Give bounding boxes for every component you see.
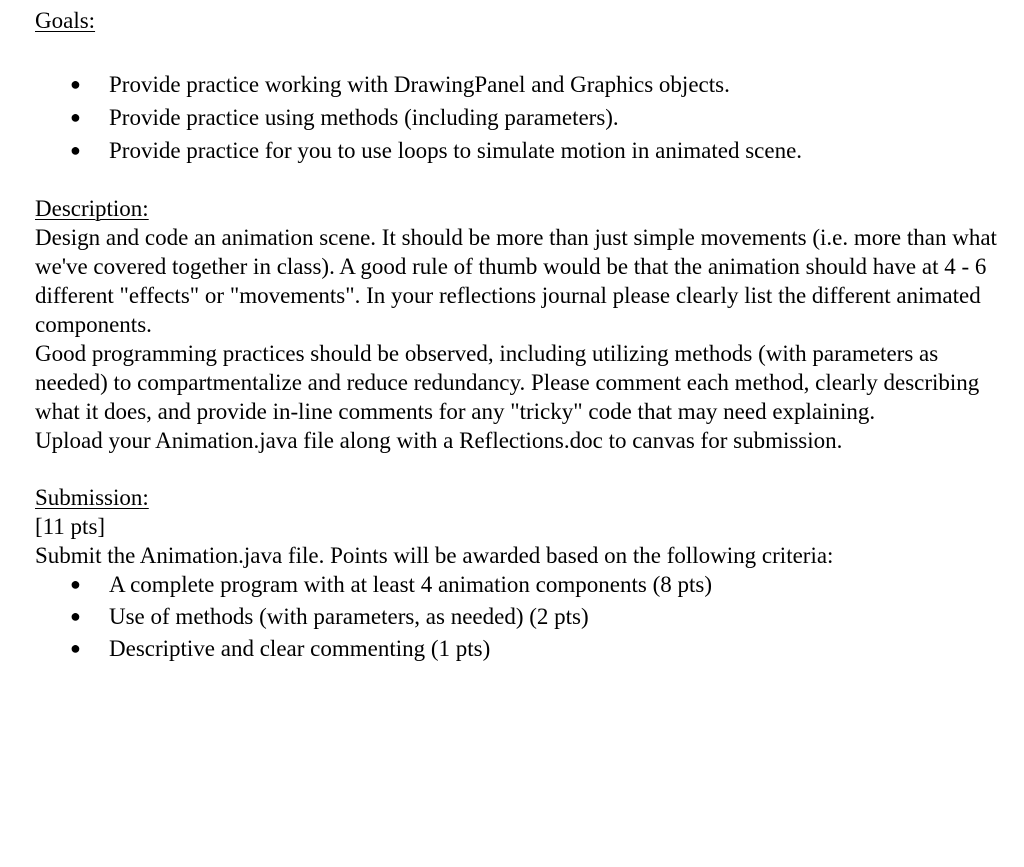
criteria-list-item xyxy=(35,602,1015,631)
criteria-item-text: A complete program with at least 4 animation components (8 pts) xyxy=(109,572,712,597)
submission-heading: Submission: xyxy=(35,485,149,510)
bullet-icon: ● xyxy=(70,638,81,658)
submission-points: [11 pts] xyxy=(35,514,106,539)
criteria-list-item xyxy=(35,634,1015,663)
goals-item-text: Provide practice using methods (including parameters). xyxy=(109,105,619,130)
description-paragraph: Upload your Animation.java file along with a Reflections.doc to canvas for submission. xyxy=(35,428,843,453)
goals-list-item xyxy=(35,136,1015,165)
bullet-icon: ● xyxy=(70,140,81,160)
criteria-list-item xyxy=(35,570,1015,599)
goals-item-text: Provide practice for you to use loops to simulate motion in animated scene. xyxy=(109,138,803,163)
bullet-icon: ● xyxy=(70,606,81,626)
goals-item-text: Provide practice working with DrawingPanel and Graphics objects. xyxy=(109,72,730,97)
description-heading: Description: xyxy=(35,196,149,221)
goals-list-item xyxy=(35,103,1015,132)
criteria-item-text: Use of methods (with parameters, as needed) (2 pts) xyxy=(109,604,589,629)
goals-list xyxy=(35,70,1015,165)
bullet-icon: ● xyxy=(70,74,81,94)
bullet-icon: ● xyxy=(70,107,81,127)
description-paragraph: Design and code an animation scene. It should be more than just simple movements (i.e. more than what we've covered together in class). A good rule of thumb would be that the animation should have at 4 - 6 different "effects" or "movements". In your reflections journal please clearly list the different animated components. xyxy=(35,225,997,337)
goals-list-item xyxy=(35,70,1015,99)
bullet-icon: ● xyxy=(70,574,81,594)
assignment-document xyxy=(35,6,1015,666)
submission-intro: Submit the Animation.java file. Points will be awarded based on the following criteria: xyxy=(35,543,834,568)
criteria-list xyxy=(35,570,1015,663)
description-paragraph: Good programming practices should be observed, including utilizing methods (with parameters as needed) to compartmentalize and reduce redundancy. Please comment each method, clearly describing what it does, and provide in-line comments for any "tricky" code that may need explaining. xyxy=(35,341,980,424)
criteria-item-text: Descriptive and clear commenting (1 pts) xyxy=(109,636,491,661)
goals-heading: Goals: xyxy=(35,8,96,33)
